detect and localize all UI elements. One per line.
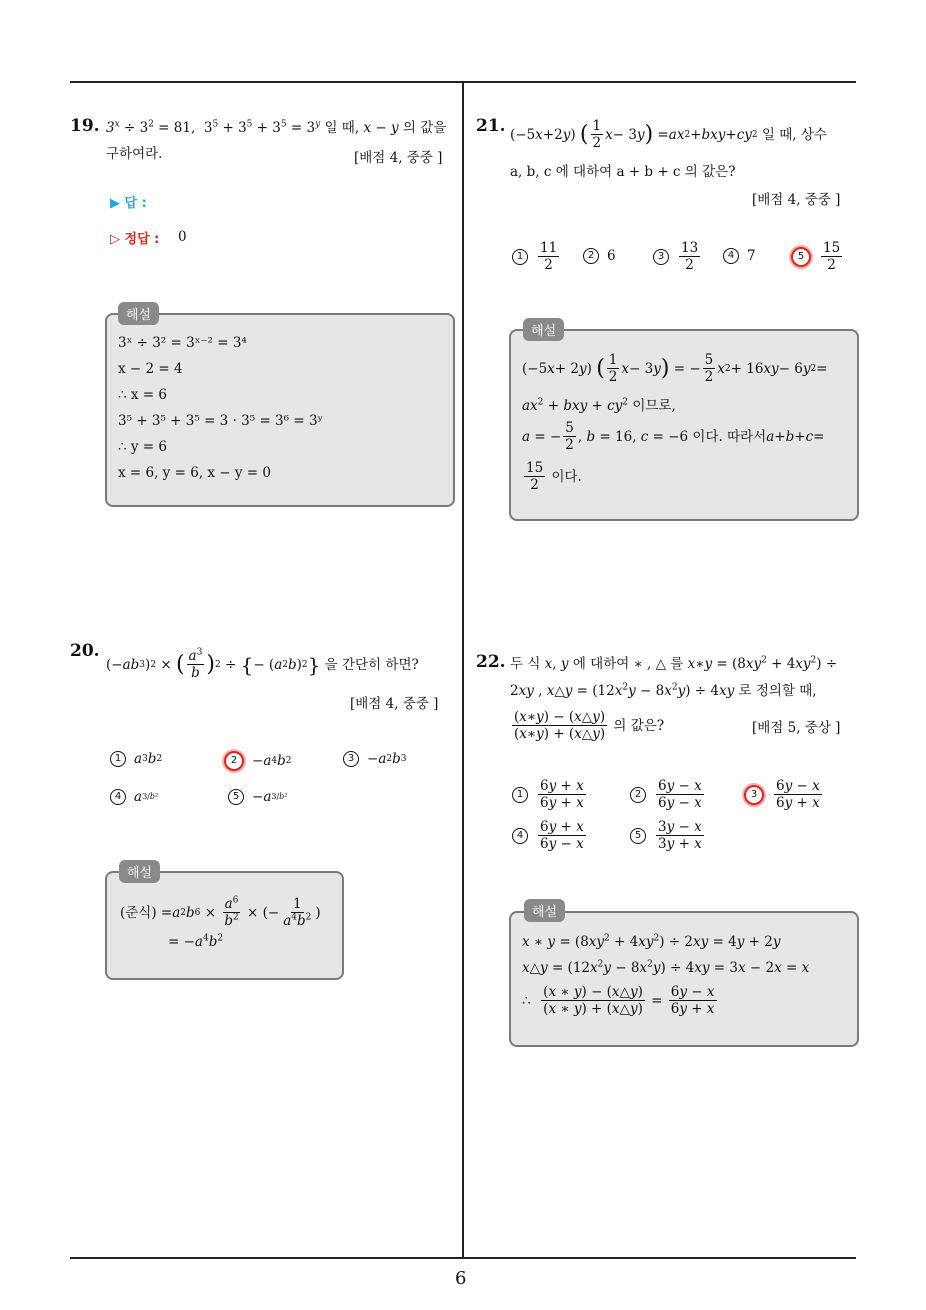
explanation-22-line2: x△y = $(12x^2y - 8x^2y) \div 4xy = 3x - 2x = x$ <box>522 959 810 976</box>
explanation-19-lines <box>118 330 323 486</box>
option-number: 1 <box>110 751 126 767</box>
option-number: 4 <box>110 789 126 805</box>
question-19-text-line2: 구하여라. <box>106 146 163 162</box>
option-2[interactable]: 2 $\frac{6y - x}{6y - x}$ <box>630 778 706 811</box>
option-number: 1 <box>512 249 528 265</box>
option-4[interactable]: 4 a 3/b² <box>110 789 158 805</box>
option-number: 3 <box>343 751 359 767</box>
correct-answer-label: ▷ 정답 : <box>110 232 160 247</box>
question-20-score: [배점 4, 중중 ] <box>350 696 439 712</box>
explanation-21-line1: (−5 x + 2 y ) ( $\frac{1}{2}$ x − 3 y ) = − $\frac{5}{2}$ x 2 + 16 xy − 6 y 2 = <box>522 352 828 385</box>
explanation-line: ∴ y = 6 <box>118 439 167 455</box>
explanation-line: x − 2 = 4 <box>118 361 183 377</box>
question-21-text-line2: a, b, c 에 대하여 a + b + c 의 값은? <box>510 164 736 180</box>
explanation-line: 3ˣ ÷ 3² = 3ˣ⁻² = 3⁴ <box>118 335 247 351</box>
explanation-20-line2: = $-a^4b^2$ <box>168 933 224 950</box>
option-4[interactable]: 4 7 <box>723 248 756 264</box>
question-20-text: (− ab 3 ) 2 × ( $\frac{a^3}{b}$ ) 2 ÷ { − ( a 2 b ) 2 } 을 간단히 하면? <box>106 647 419 681</box>
question-22-text-line2: 2xy , x△y = $(12x^2y - 8x^2y) \div 4xy$ 로 정의할 때, <box>510 682 817 699</box>
question-number-20: 20. <box>70 641 100 661</box>
option-2[interactable]: 2 6 <box>583 248 616 264</box>
marked-answer-circle: 2 <box>224 751 244 771</box>
explanation-20-line1: (준식) = a 2 b 6 × $\frac{a^6}{b^2}$ × (− $\frac{1}{a^4b^2}$ ) <box>120 895 321 929</box>
option-number: 4 <box>512 828 528 844</box>
explanation-tag-19: 해설 <box>118 302 159 325</box>
question-number-19: 19. <box>70 116 100 136</box>
option-number: 4 <box>723 248 739 264</box>
bottom-rule <box>70 1257 856 1259</box>
explanation-22-line1: x ∗ $y = (8xy^2 + 4xy^2) \div 2xy = 4y + 2y$ <box>522 933 781 950</box>
option-5[interactable]: 5 $\frac{3y - x}{3y + x}$ <box>630 819 706 852</box>
question-22-score: [배점 5, 중상 ] <box>752 720 841 736</box>
page-number: 6 <box>455 1268 467 1289</box>
correct-answer-value: 0 <box>178 229 187 245</box>
explanation-22-line3: ∴ $\frac{(x ∗ y) - (x\triangle y)}{(x ∗ y) + (x\triangle y)}$ = $\frac{6y - x}{6y + x}$ <box>522 984 715 1017</box>
column-divider <box>462 82 464 1259</box>
option-3-marked[interactable]: 3 $\frac{6y - x}{6y + x}$ <box>744 778 824 811</box>
question-22-text-line3: $\frac{(x∗y) - (x\triangle y)}{(x∗y) + (x\triangle y)}$ 의 값은? <box>514 709 665 742</box>
question-22-text-line1: 두 식 x, y 에 대하여 ∗ , △ 를 x∗y = $(8xy^2 + 4xy^2)$ ÷ <box>510 655 838 672</box>
question-21-score: [배점 4, 중중 ] <box>752 192 841 208</box>
explanation-21-line3: a = − $\frac{5}{2}$ , b = 16, c = −6 이다. 따라서 a + b + c = <box>522 420 825 453</box>
option-number: 5 <box>630 828 646 844</box>
marked-answer-circle: 5 <box>791 247 811 267</box>
question-21-text: (−5 x +2 y ) ( $\frac{1}{2}$ x − 3 y ) = ax 2 + bxy + cy 2 일 때, 상수 <box>510 118 827 151</box>
option-3[interactable]: 3 $\frac{13}{2}$ <box>653 240 702 273</box>
explanation-tag-21: 해설 <box>523 318 564 341</box>
option-number: 5 <box>228 789 244 805</box>
option-number: 2 <box>583 248 599 264</box>
explanation-line: 3⁵ + 3⁵ + 3⁵ = 3 · 3⁵ = 3⁶ = 3ʸ <box>118 413 324 429</box>
explanation-tag-22: 해설 <box>524 899 565 922</box>
explanation-21-line2: $ax^2$ + bxy + $cy^2$ 이므로, <box>522 397 676 414</box>
option-2-marked[interactable]: 2 − a 4 b 2 <box>224 751 292 771</box>
option-4[interactable]: 4 $\frac{6y + x}{6y - x}$ <box>512 819 588 852</box>
question-number-22: 22. <box>476 652 506 672</box>
option-number: 2 <box>630 787 646 803</box>
question-number-21: 21. <box>476 116 506 136</box>
marked-answer-circle: 3 <box>744 785 764 805</box>
option-1[interactable]: 1 a 3 b 2 <box>110 751 162 767</box>
question-19-score: [배점 4, 중중 ] <box>354 150 443 166</box>
option-5[interactable]: 5 − a 3/b² <box>228 789 288 805</box>
option-3[interactable]: 3 − a 2 b 3 <box>343 751 407 767</box>
explanation-21-line4: $\frac{15}{2}$ 이다. <box>526 460 582 493</box>
explanation-line: ∴ x = 6 <box>118 387 167 403</box>
option-1[interactable]: 1 $\frac{11}{2}$ <box>512 240 561 273</box>
option-number: 3 <box>653 249 669 265</box>
answer-label: ▶ 답 : <box>110 196 147 211</box>
option-5-marked[interactable]: 5 $\frac{15}{2}$ <box>791 240 844 273</box>
question-19-text: $3^x \div 3^2 = 81$, $3^5 + 3^5 + 3^5 = 3^y$ 일 때, x − y 의 값을 <box>106 119 447 136</box>
option-1[interactable]: 1 $\frac{6y + x}{6y + x}$ <box>512 778 588 811</box>
explanation-tag-20: 해설 <box>119 860 160 883</box>
explanation-line: x = 6, y = 6, x − y = 0 <box>118 465 271 481</box>
option-number: 1 <box>512 787 528 803</box>
